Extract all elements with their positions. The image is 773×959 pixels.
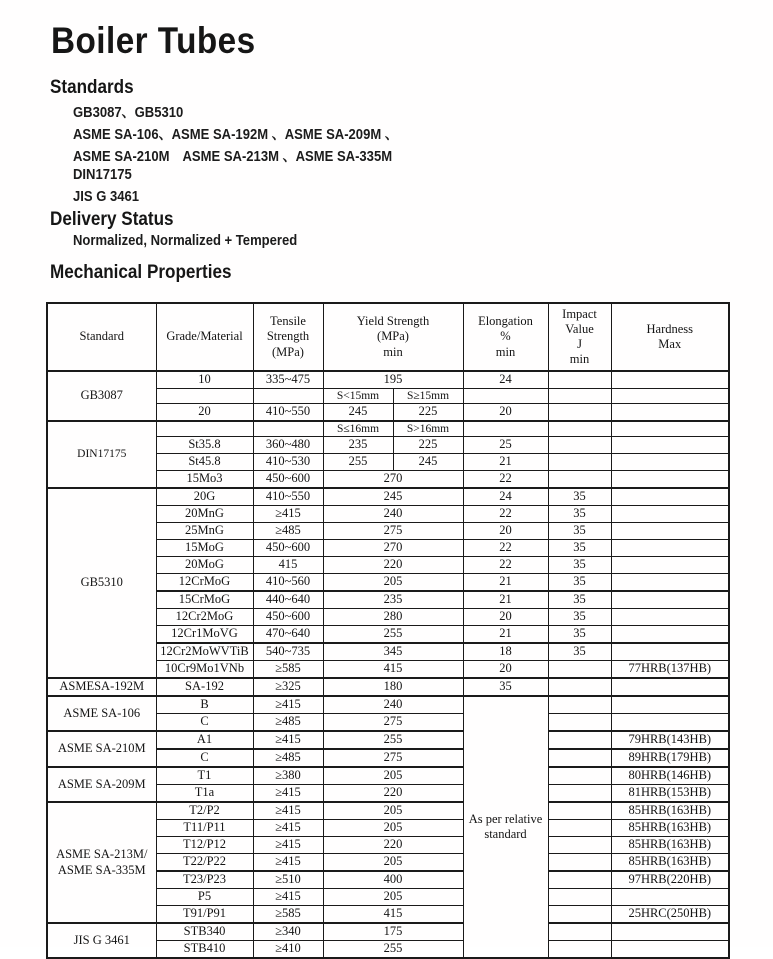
cell-hardness: 85HRB(163HB) (611, 837, 729, 854)
table-row (47, 421, 729, 437)
cell-impact (548, 389, 611, 404)
standards-item: JIS G 3461 (73, 189, 140, 205)
cell-tensile: 450~600 (253, 609, 323, 626)
table-row (47, 678, 729, 696)
standard-label-line: ASME SA-213M/ (56, 846, 148, 861)
cell-impact (548, 678, 611, 696)
column-header-line: Impact (562, 306, 597, 321)
cell-impact: 35 (548, 488, 611, 506)
cell-standard (47, 731, 156, 767)
standards-item: ASME SA-106、ASME SA-192M 、ASME SA-209M 、 (73, 127, 398, 143)
cell-grade: SA-192 (156, 678, 253, 696)
cell-grade: STB340 (156, 923, 253, 941)
cell-tensile: ≥510 (253, 871, 323, 889)
cell-hardness (611, 437, 729, 454)
cell-grade: 12Cr1MoVG (156, 626, 253, 644)
cell-yield: 205 (323, 802, 463, 820)
cell-grade: 10Cr9Mo1VNb (156, 661, 253, 679)
cell-tensile: 415 (253, 557, 323, 574)
delivery-status-item: Normalized, Normalized + Tempered (73, 233, 298, 249)
cell-yield: 195 (323, 371, 463, 389)
cell-elongation: 25 (463, 437, 548, 454)
cell-hardness (611, 609, 729, 626)
cell-yield-right: S≥15mm (393, 389, 463, 404)
cell-yield: 415 (323, 906, 463, 924)
table-row (47, 731, 729, 749)
column-header-line: J (577, 337, 582, 351)
cell-grade: T1 (156, 767, 253, 785)
cell-impact (548, 941, 611, 959)
cell-grade: 20MnG (156, 506, 253, 523)
cell-grade: St45.8 (156, 454, 253, 471)
cell-hardness: 89HRB(179HB) (611, 749, 729, 767)
cell-grade: T91/P91 (156, 906, 253, 924)
cell-grade: T1a (156, 785, 253, 803)
cell-impact (548, 837, 611, 854)
cell-elongation: 22 (463, 471, 548, 489)
cell-yield: 240 (323, 506, 463, 523)
cell-impact: 35 (548, 643, 611, 661)
cell-standard (47, 678, 156, 696)
cell-hardness (611, 454, 729, 471)
cell-yield: 255 (323, 731, 463, 749)
cell-hardness (611, 389, 729, 404)
cell-hardness (611, 523, 729, 540)
cell-impact (548, 404, 611, 422)
cell-tensile: ≥585 (253, 906, 323, 924)
cell-elongation: 22 (463, 540, 548, 557)
cell-impact (548, 421, 611, 437)
column-header-line: min (569, 352, 590, 367)
cell-yield: 175 (323, 923, 463, 941)
cell-tensile (253, 421, 323, 437)
cell-yield: 415 (323, 661, 463, 679)
cell-grade: T2/P2 (156, 802, 253, 820)
cell-impact (548, 696, 611, 714)
cell-yield-right: S>16mm (393, 421, 463, 437)
table-row (47, 923, 729, 941)
cell-yield: 345 (323, 643, 463, 661)
cell-tensile: ≥415 (253, 837, 323, 854)
cell-hardness (611, 643, 729, 661)
cell-yield-right: 225 (393, 404, 463, 422)
cell-hardness (611, 714, 729, 732)
standard-label-line: GB5310 (80, 575, 123, 590)
cell-grade: T11/P11 (156, 820, 253, 837)
cell-tensile: 450~600 (253, 540, 323, 557)
cell-impact (548, 749, 611, 767)
cell-impact: 35 (548, 540, 611, 557)
cell-impact (548, 437, 611, 454)
cell-impact: 35 (548, 574, 611, 592)
cell-standard (47, 421, 156, 488)
column-header-line: Grade/Material (166, 329, 243, 344)
column-header-tensile (253, 303, 323, 371)
column-header-line: (MPa) (377, 329, 409, 344)
table-header-row (47, 303, 729, 371)
cell-yield-right: 225 (393, 437, 463, 454)
cell-tensile: ≥485 (253, 749, 323, 767)
table-row (47, 488, 729, 506)
cell-grade: 15MoG (156, 540, 253, 557)
column-header-line: Standard (79, 329, 124, 344)
standards-heading: Standards (50, 77, 134, 98)
column-header-elongation (463, 303, 548, 371)
cell-elongation: 18 (463, 643, 548, 661)
cell-yield: 205 (323, 854, 463, 872)
cell-hardness (611, 626, 729, 644)
cell-yield: 220 (323, 557, 463, 574)
cell-hardness (611, 889, 729, 906)
table-header (47, 303, 729, 371)
cell-yield: 220 (323, 785, 463, 803)
column-header-line: Strength (266, 329, 310, 344)
cell-tensile: 410~560 (253, 574, 323, 592)
cell-tensile: ≥415 (253, 889, 323, 906)
cell-grade: C (156, 714, 253, 732)
cell-yield: 235 (323, 591, 463, 609)
cell-impact (548, 785, 611, 803)
cell-elongation: 20 (463, 523, 548, 540)
cell-impact: 35 (548, 591, 611, 609)
cell-standard (47, 767, 156, 802)
cell-hardness: 81HRB(153HB) (611, 785, 729, 803)
cell-hardness (611, 557, 729, 574)
cell-grade: 25MnG (156, 523, 253, 540)
cell-grade: 15Mo3 (156, 471, 253, 489)
cell-yield: 180 (323, 678, 463, 696)
cell-elongation (463, 421, 548, 437)
cell-hardness (611, 471, 729, 489)
column-header-grade (156, 303, 253, 371)
cell-impact (548, 889, 611, 906)
cell-tensile: ≥325 (253, 678, 323, 696)
cell-hardness: 79HRB(143HB) (611, 731, 729, 749)
cell-impact (548, 454, 611, 471)
cell-grade: T23/P23 (156, 871, 253, 889)
column-header-yield (323, 303, 463, 371)
cell-impact (548, 731, 611, 749)
cell-tensile: ≥410 (253, 941, 323, 959)
cell-elongation: 35 (463, 678, 548, 696)
cell-grade (156, 421, 253, 437)
cell-standard (47, 802, 156, 923)
cell-grade: T22/P22 (156, 854, 253, 872)
cell-yield: 280 (323, 609, 463, 626)
cell-elongation (463, 389, 548, 404)
standard-label-line: ASMESA-192M (59, 679, 145, 694)
cell-hardness (611, 941, 729, 959)
page-title (51, 20, 278, 62)
cell-yield: 220 (323, 837, 463, 854)
cell-yield-left: 255 (323, 454, 393, 471)
cell-elongation: 24 (463, 371, 548, 389)
table-row (47, 802, 729, 820)
cell-hardness: 25HRC(250HB) (611, 906, 729, 924)
standards-item: ASME SA-210M ASME SA-213M 、ASME SA-335M (73, 149, 393, 165)
cell-yield: 275 (323, 714, 463, 732)
cell-yield-left: 245 (323, 404, 393, 422)
cell-grade: A1 (156, 731, 253, 749)
column-header-line: (MPa) (272, 344, 304, 359)
standard-label-line: ASME SA-209M (57, 776, 146, 791)
cell-tensile: 450~600 (253, 471, 323, 489)
table-row (47, 371, 729, 389)
cell-tensile: 470~640 (253, 626, 323, 644)
cell-hardness: 97HRB(220HB) (611, 871, 729, 889)
mechanical-properties-table (46, 302, 730, 959)
cell-elongation: 20 (463, 661, 548, 679)
cell-elongation: 24 (463, 488, 548, 506)
cell-grade: 20MoG (156, 557, 253, 574)
cell-tensile (253, 389, 323, 404)
standard-label-line: ASME SA-335M (57, 862, 146, 877)
cell-hardness (611, 488, 729, 506)
cell-hardness (611, 421, 729, 437)
cell-yield-left: 235 (323, 437, 393, 454)
cell-yield: 205 (323, 889, 463, 906)
standard-label-line: JIS G 3461 (73, 932, 130, 947)
table-row (47, 767, 729, 785)
cell-grade: 15CrMoG (156, 591, 253, 609)
cell-hardness (611, 404, 729, 422)
cell-tensile: 440~640 (253, 591, 323, 609)
cell-elongation-merged (463, 696, 548, 958)
cell-yield-right: 245 (393, 454, 463, 471)
cell-tensile: ≥415 (253, 820, 323, 837)
column-header-line: Elongation (478, 314, 533, 329)
column-header-line: min (383, 344, 403, 359)
cell-hardness (611, 591, 729, 609)
page-title-text: Boiler Tubes (51, 20, 256, 61)
cell-tensile: ≥380 (253, 767, 323, 785)
cell-yield-left: S<15mm (323, 389, 393, 404)
elongation-merged-line: standard (484, 827, 527, 842)
cell-yield: 245 (323, 488, 463, 506)
cell-impact: 35 (548, 609, 611, 626)
cell-tensile: 335~475 (253, 371, 323, 389)
column-header-line: % (500, 329, 511, 344)
cell-yield: 205 (323, 767, 463, 785)
cell-grade: STB410 (156, 941, 253, 959)
cell-tensile: ≥415 (253, 731, 323, 749)
cell-impact (548, 906, 611, 924)
cell-tensile: ≥415 (253, 785, 323, 803)
cell-hardness (611, 678, 729, 696)
cell-standard (47, 696, 156, 731)
cell-impact (548, 471, 611, 489)
cell-impact (548, 661, 611, 679)
cell-tensile: 410~550 (253, 488, 323, 506)
table-container (46, 302, 730, 959)
cell-standard (47, 488, 156, 678)
cell-hardness (611, 506, 729, 523)
cell-yield: 270 (323, 540, 463, 557)
cell-impact (548, 923, 611, 941)
cell-impact: 35 (548, 557, 611, 574)
cell-elongation: 20 (463, 609, 548, 626)
standard-label-line: ASME SA-106 (63, 705, 141, 720)
cell-grade (156, 389, 253, 404)
column-header-line: Value (565, 321, 594, 336)
column-header-line: Tensile (270, 314, 306, 329)
cell-tensile: ≥485 (253, 523, 323, 540)
cell-grade: 12CrMoG (156, 574, 253, 592)
cell-grade: St35.8 (156, 437, 253, 454)
cell-grade: P5 (156, 889, 253, 906)
cell-hardness: 85HRB(163HB) (611, 820, 729, 837)
cell-hardness (611, 371, 729, 389)
cell-yield: 255 (323, 626, 463, 644)
column-header-line: Hardness (646, 321, 694, 336)
mechanical-properties-heading: Mechanical Properties (50, 262, 232, 283)
cell-tensile: 360~480 (253, 437, 323, 454)
cell-hardness (611, 696, 729, 714)
cell-impact (548, 714, 611, 732)
cell-elongation: 21 (463, 591, 548, 609)
cell-tensile: ≥340 (253, 923, 323, 941)
cell-elongation: 20 (463, 404, 548, 422)
cell-hardness: 85HRB(163HB) (611, 802, 729, 820)
elongation-merged-line: As per relative (468, 811, 543, 826)
cell-yield: 275 (323, 523, 463, 540)
cell-yield: 275 (323, 749, 463, 767)
cell-tensile: 540~735 (253, 643, 323, 661)
cell-tensile: ≥485 (253, 714, 323, 732)
cell-grade: B (156, 696, 253, 714)
cell-grade: 12Cr2MoG (156, 609, 253, 626)
cell-grade: 20 (156, 404, 253, 422)
cell-grade: T12/P12 (156, 837, 253, 854)
cell-tensile: ≥415 (253, 854, 323, 872)
cell-standard (47, 923, 156, 958)
standards-item: GB3087、GB5310 (73, 105, 184, 121)
table-row (47, 696, 729, 714)
cell-tensile: 410~550 (253, 404, 323, 422)
cell-hardness: 85HRB(163HB) (611, 854, 729, 872)
cell-yield: 205 (323, 574, 463, 592)
cell-tensile: ≥585 (253, 661, 323, 679)
cell-yield: 255 (323, 941, 463, 959)
cell-impact (548, 820, 611, 837)
column-header-hardness (611, 303, 729, 371)
cell-grade: 20G (156, 488, 253, 506)
cell-grade: 10 (156, 371, 253, 389)
table-body (47, 371, 729, 958)
column-header-standard (47, 303, 156, 371)
delivery-status-heading: Delivery Status (50, 209, 174, 230)
cell-tensile: ≥415 (253, 506, 323, 523)
cell-hardness (611, 540, 729, 557)
cell-standard (47, 371, 156, 421)
standards-item: DIN17175 (73, 167, 132, 183)
cell-impact: 35 (548, 523, 611, 540)
cell-yield: 205 (323, 820, 463, 837)
standard-label-line: ASME SA-210M (57, 741, 146, 756)
cell-grade: C (156, 749, 253, 767)
cell-yield: 240 (323, 696, 463, 714)
cell-impact (548, 371, 611, 389)
cell-impact: 35 (548, 506, 611, 523)
cell-yield: 400 (323, 871, 463, 889)
standard-label-line: GB3087 (80, 388, 123, 403)
cell-hardness: 80HRB(146HB) (611, 767, 729, 785)
column-header-impact (548, 303, 611, 371)
cell-elongation: 21 (463, 574, 548, 592)
cell-impact: 35 (548, 626, 611, 644)
cell-tensile: 410~530 (253, 454, 323, 471)
cell-elongation: 21 (463, 626, 548, 644)
cell-elongation: 21 (463, 454, 548, 471)
cell-yield: 270 (323, 471, 463, 489)
cell-yield-left: S≤16mm (323, 421, 393, 437)
cell-impact (548, 871, 611, 889)
cell-tensile: ≥415 (253, 696, 323, 714)
cell-grade: 12Cr2MoWVTiB (156, 643, 253, 661)
cell-impact (548, 767, 611, 785)
cell-hardness: 77HRB(137HB) (611, 661, 729, 679)
cell-impact (548, 854, 611, 872)
column-header-line: Max (658, 337, 682, 351)
standard-label-line: DIN17175 (77, 448, 127, 461)
column-header-line: min (495, 344, 516, 359)
cell-hardness (611, 574, 729, 592)
cell-tensile: ≥415 (253, 802, 323, 820)
cell-impact (548, 802, 611, 820)
cell-hardness (611, 923, 729, 941)
column-header-line: Yield Strength (356, 314, 430, 329)
cell-elongation: 22 (463, 557, 548, 574)
cell-elongation: 22 (463, 506, 548, 523)
